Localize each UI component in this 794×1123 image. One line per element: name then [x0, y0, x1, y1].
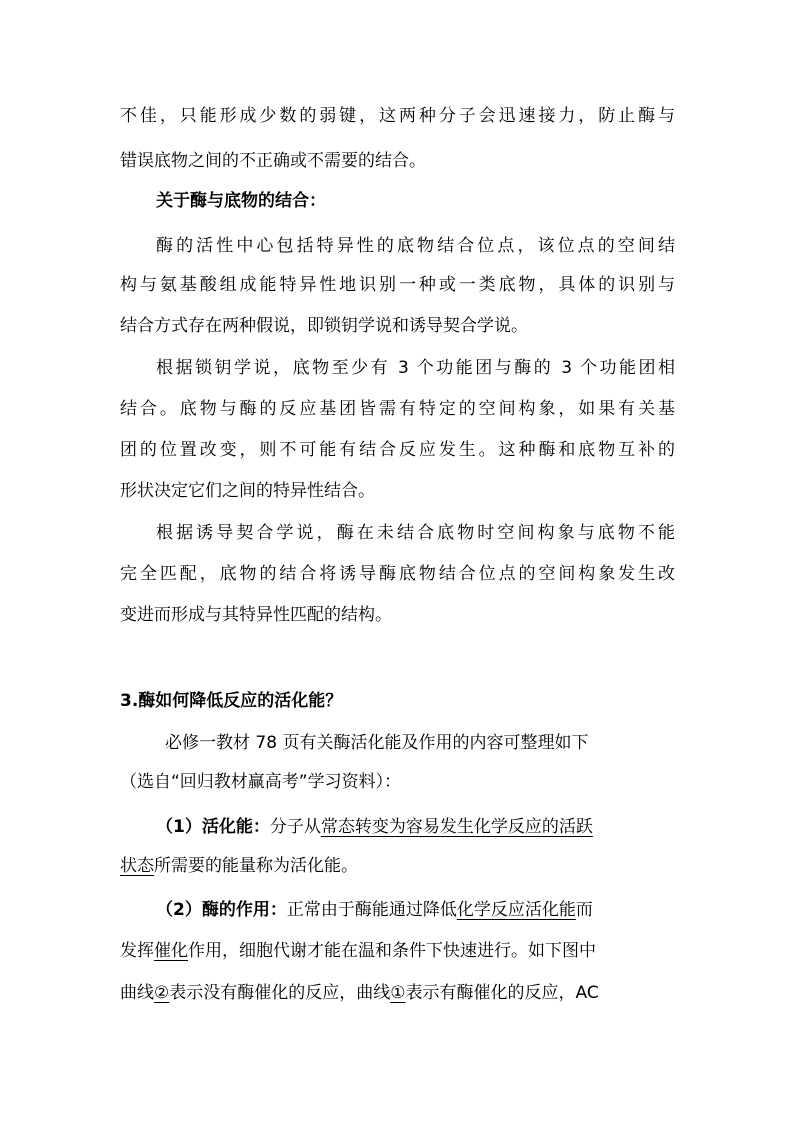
underlined-text: ①: [390, 983, 406, 1003]
paragraph-line: （选自“回归教材赢高考”学习资料）：: [120, 772, 402, 792]
list-item-activation-energy: [156, 810, 675, 844]
item-text: 作用，细胞代谢才能在温和条件下快速进行。如下图中: [188, 941, 596, 961]
item-label: （2）酶的作用：: [156, 900, 287, 920]
paragraph-line: 根据诱导契合学说，酶在未结合底物时空间构象与底物不能: [156, 523, 675, 543]
list-item-activation-energy-cont: [120, 849, 675, 883]
item-text: 分子从: [269, 817, 321, 837]
underlined-text: ②: [154, 983, 170, 1003]
section-heading: 3.酶如何降低反应的活化能？: [120, 691, 343, 711]
paragraph-line: 形状决定它们之间的特异性结合。: [120, 481, 375, 501]
paragraph-line: 酶的活性中心包括特异性的底物结合位点，该位点的空间结: [156, 236, 675, 256]
item-text: 而: [575, 900, 593, 920]
paragraph-line: 完全匹配，底物的结合将诱导酶底物结合位点的空间构象发生改: [120, 564, 675, 584]
paragraph-line: 错误底物之间的不正确或不需要的结合。: [120, 151, 426, 171]
underlined-text: 状态: [120, 856, 154, 876]
paragraph-line: 结合。底物与酶的反应基团皆需有特定的空间构象，如果有关基: [120, 399, 675, 419]
paragraph-line: 不佳，只能形成少数的弱键，这两种分子会迅速接力，防止酶与: [120, 106, 675, 126]
item-text: 曲线: [120, 983, 154, 1003]
underlined-text: 常态转变为容易发生化学反应的活跃: [320, 817, 593, 837]
item-text: 表示有酶催化的反应，AC: [405, 983, 599, 1003]
item-label: （1）活化能：: [156, 817, 270, 837]
list-item-enzyme-function: [156, 893, 675, 927]
underlined-text: 催化: [154, 941, 188, 961]
item-text: 表示没有酶催化的反应，曲线: [169, 983, 391, 1003]
item-text: 正常由于酶能通过降低: [286, 900, 457, 920]
subsection-title: 关于酶与底物的结合：: [156, 191, 326, 211]
paragraph-line: 结合方式存在两种假说，即锁钥学说和诱导契合学说。: [120, 316, 528, 336]
list-item-enzyme-function-cont: [120, 976, 675, 1010]
item-text: 所需要的能量称为活化能。: [154, 856, 358, 876]
paragraph-line: 根据锁钥学说，底物至少有 3 个功能团与酶的 3 个功能团相: [156, 358, 675, 378]
item-text: 发挥: [120, 941, 154, 961]
paragraph-line: 构与氨基酸组成能特异性地识别一种或一类底物，具体的识别与: [120, 275, 675, 295]
paragraph-line: 变进而形成与其特异性匹配的结构。: [120, 605, 392, 625]
paragraph-line: 团的位置改变，则不可能有结合反应发生。这种酶和底物互补的: [120, 440, 675, 460]
paragraph-line: 必修一教材 78 页有关酶活化能及作用的内容可整理如下: [165, 733, 589, 753]
list-item-enzyme-function-cont: [120, 934, 675, 968]
underlined-text: 化学反应活化能: [456, 900, 576, 920]
